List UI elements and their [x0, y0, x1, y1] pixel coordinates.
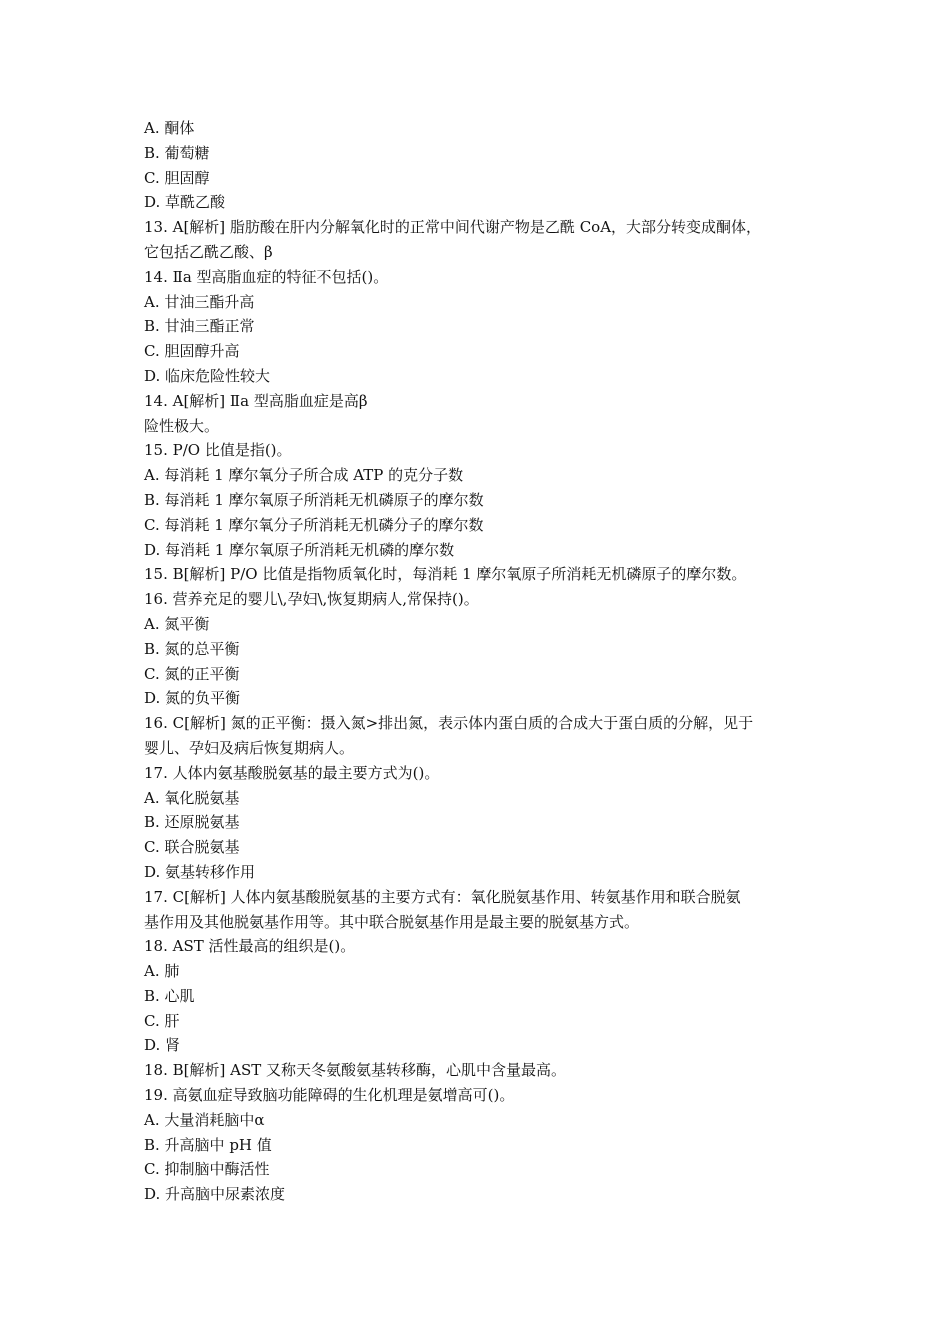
text-line: C. 胆固醇 — [144, 168, 210, 187]
text-line: 17. C[解析] 人体内氨基酸脱氨基的主要方式有：氧化脱氨基作用、转氨基作用和联合脱氨 — [144, 887, 741, 906]
text-line: B. 葡萄糖 — [144, 143, 210, 162]
document-body — [144, 116, 814, 1207]
text-line: 15. P/O 比值是指()。 — [144, 441, 292, 460]
text-line: C. 肝 — [144, 1011, 180, 1030]
text-line: 婴儿、孕妇及病后恢复期病人。 — [144, 738, 355, 757]
text-line: 16. 营养充足的婴儿\,孕妇\,恢复期病人,常保持()。 — [144, 590, 479, 609]
text-line: A. 氧化脱氨基 — [144, 788, 240, 807]
text-line: 17. 人体内氨基酸脱氨基的最主要方式为()。 — [144, 763, 440, 782]
text-line: D. 每消耗 1 摩尔氧原子所消耗无机磷的摩尔数 — [144, 540, 455, 559]
text-line: 险性极大。 — [144, 416, 220, 435]
text-line: A. 酮体 — [144, 119, 195, 137]
text-line: C. 抑制脑中酶活性 — [144, 1160, 270, 1179]
text-line: B. 升高脑中 pH 值 — [144, 1135, 272, 1154]
text-line: 14. Ⅱa 型高脂血症的特征不包括()。 — [144, 267, 389, 286]
text-line: A. 每消耗 1 摩尔氧分子所合成 ATP 的克分子数 — [144, 466, 464, 485]
text-line: 18. AST 活性最高的组织是()。 — [144, 937, 356, 956]
text-line: 16. C[解析] 氮的正平衡：摄入氮>排出氮，表示体内蛋白质的合成大于蛋白质的分解，见于 — [144, 714, 754, 733]
text-line: A. 甘油三酯升高 — [144, 292, 255, 311]
text-line: D. 氨基转移作用 — [144, 862, 256, 881]
text-line: D. 草酰乙酸 — [144, 193, 226, 212]
text-line: D. 氮的负平衡 — [144, 689, 241, 708]
text-line: 13. A[解析] 脂肪酸在肝内分解氧化时的正常中间代谢产物是乙酰 CoA，大部分转变成酮体， — [144, 218, 762, 237]
text-line: 14. A[解析] Ⅱa 型高脂血症是高β — [144, 391, 368, 410]
text-line: A. 肺 — [144, 962, 180, 981]
text-line: 18. B[解析] AST 又称天冬氨酸氨基转移酶，心肌中含量最高。 — [144, 1061, 567, 1080]
text-line: 基作用及其他脱氨基作用等。其中联合脱氨基作用是最主要的脱氨基方式。 — [144, 912, 640, 931]
text-line: A. 氮平衡 — [144, 614, 210, 633]
text-line: C. 联合脱氨基 — [144, 838, 240, 857]
text-line: C. 每消耗 1 摩尔氧分子所消耗无机磷分子的摩尔数 — [144, 515, 484, 534]
text-line: D. 升高脑中尿素浓度 — [144, 1185, 286, 1204]
text-line: B. 每消耗 1 摩尔氧原子所消耗无机磷原子的摩尔数 — [144, 490, 484, 509]
text-line: B. 氮的总平衡 — [144, 639, 240, 658]
text-line: D. 临床危险性较大 — [144, 366, 271, 385]
text-line: B. 还原脱氨基 — [144, 813, 240, 832]
text-line: 19. 高氨血症导致脑功能障碍的生化机理是氨增高可()。 — [144, 1086, 515, 1105]
text-line: A. 大量消耗脑中α — [144, 1110, 265, 1129]
text-line: C. 胆固醇升高 — [144, 342, 240, 361]
text-line: B. 心肌 — [144, 986, 195, 1005]
text-line: 15. B[解析] P/O 比值是指物质氧化时，每消耗 1 摩尔氧原子所消耗无机磷原子的摩尔数。 — [144, 565, 747, 584]
text-line: B. 甘油三酯正常 — [144, 317, 255, 336]
text-line: 它包括乙酰乙酸、β — [144, 242, 273, 261]
text-line: C. 氮的正平衡 — [144, 664, 240, 683]
text-line: D. 肾 — [144, 1036, 181, 1055]
